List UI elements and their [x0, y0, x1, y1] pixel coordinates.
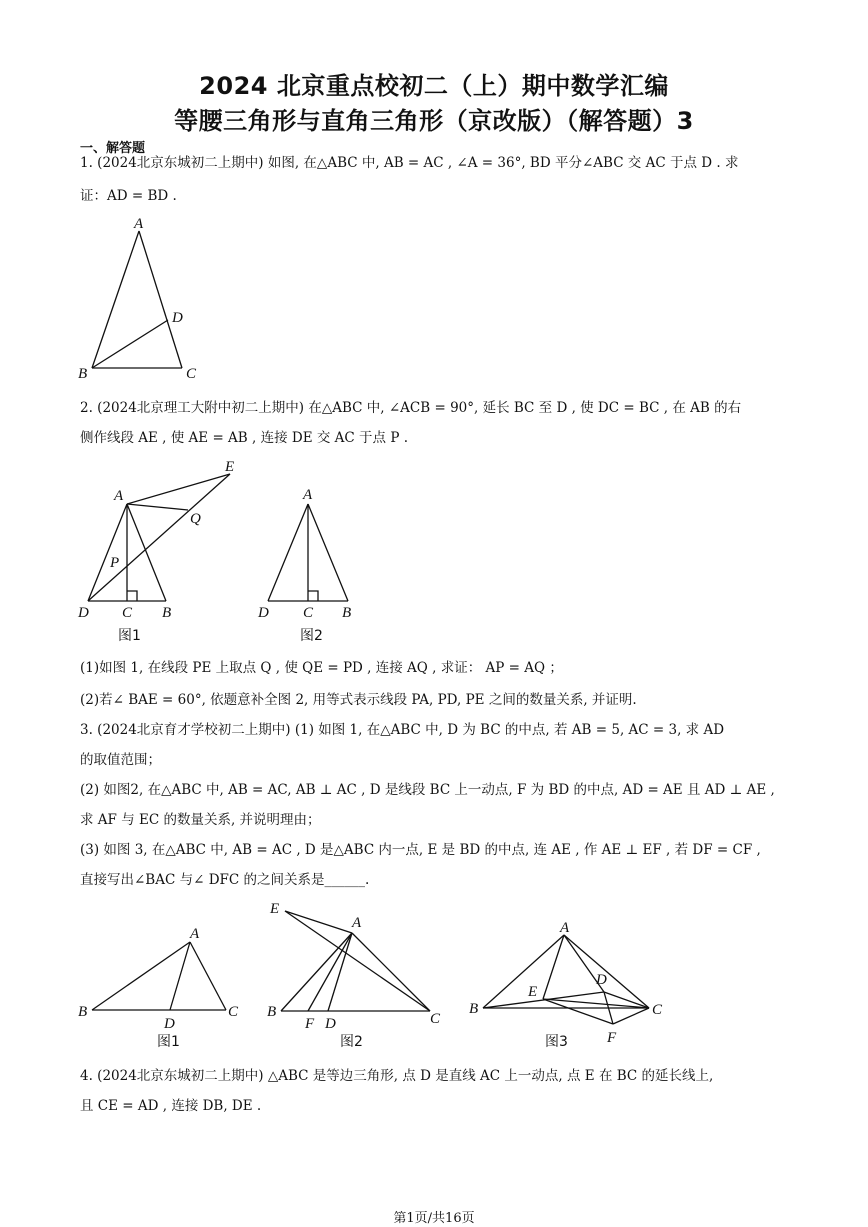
q3f3-bd: [483, 992, 604, 1008]
q2-line-2: 侧作线段 AE , 使 AE = AB , 连接 DE 交 AC 于点 P .: [80, 430, 408, 446]
q2f1-label-d: D: [78, 605, 89, 621]
q2-figure-1: [76, 455, 246, 647]
q3-fig2-caption: 图2: [340, 1034, 363, 1050]
q3f3-label-e: E: [528, 984, 538, 1000]
q2f1-ae: [127, 474, 230, 504]
q3f2-label-f: F: [305, 1016, 315, 1032]
q4-line-1: 4. (2024北京东城初二上期中) △ABC 是等边三角形, 点 D 是直线 AC 上一动点, 点 E 在 BC 的延长线上,: [80, 1068, 714, 1084]
q3-figure-1: [76, 920, 246, 1055]
q2f1-label-c: C: [122, 605, 133, 621]
q3f3-ef: [543, 999, 613, 1024]
q1-label-c: C: [186, 366, 197, 382]
q2-part-2: (2)若∠ BAE = 60°, 依题意补全图 2, 用等式表示线段 PA, PD, PE 之间的数量关系, 并证明.: [80, 692, 637, 708]
q2-figure-2: [256, 480, 366, 647]
q2f2-label-a: A: [303, 487, 313, 503]
q3f2-label-e: E: [270, 901, 280, 917]
q3f1-ab: [92, 942, 190, 1010]
title-line-2: 等腰三角形与直角三角形（京改版）（解答题）3: [174, 107, 694, 135]
q3-line-3: (2) 如图2, 在△ABC 中, AB = AC, AB ⊥ AC , D 是线段 BC 上一动点, F 为 BD 的中点, AD = AE 且 AD ⊥ AE ,: [80, 782, 775, 798]
q2f1-label-e: E: [225, 459, 235, 475]
q3f2-ac: [352, 933, 430, 1011]
q2f1-label-a: A: [114, 488, 124, 504]
q1-label-d: D: [172, 310, 183, 326]
q1-label-a: A: [134, 216, 144, 232]
q2f1-right-angle: [127, 591, 137, 601]
q2f1-label-p: P: [110, 555, 120, 571]
q2f1-aq: [127, 504, 188, 510]
q3f2-af: [308, 933, 352, 1011]
title-line-1: 2024 北京重点校初二（上）期中数学汇编: [199, 72, 669, 100]
q3-line-6: 直接写出∠BAC 与∠ DFC 的之间关系是______.: [80, 872, 370, 888]
q3f1-label-c: C: [228, 1004, 239, 1020]
q3-line-2: 的取值范围；: [80, 752, 161, 768]
q3f2-label-c: C: [430, 1011, 441, 1027]
q3f2-label-d: D: [325, 1016, 336, 1032]
q3f3-ec: [543, 999, 649, 1008]
q2-fig1-caption: 图1: [118, 628, 141, 644]
q2f1-label-q: Q: [190, 511, 201, 527]
q3f3-label-b: B: [469, 1001, 479, 1017]
q1-edge-bd: [92, 320, 168, 368]
q1-figure: [76, 212, 206, 387]
q3-fig1-caption: 图1: [157, 1034, 180, 1050]
q3-fig3-caption: 图3: [545, 1034, 568, 1050]
q2-part-1: (1)如图 1, 在线段 PE 上取点 Q , 使 QE = PD , 连接 AQ , 求证： AP = AQ ；: [80, 660, 563, 676]
section-heading: 一、解答题: [80, 141, 146, 156]
q3f3-label-f: F: [607, 1030, 617, 1046]
q2f1-ab: [127, 504, 166, 601]
q2f2-label-d: D: [258, 605, 269, 621]
q3f2-ad: [328, 933, 352, 1011]
q1-label-b: B: [78, 366, 88, 382]
q1-line-2: 证：AD = BD .: [80, 188, 177, 204]
q3-figure-3: [466, 918, 671, 1055]
q2f2-right-angle: [308, 591, 318, 601]
q2f2-label-b: B: [342, 605, 352, 621]
q3f1-label-d: D: [164, 1016, 175, 1032]
q3f2-ab: [281, 933, 352, 1011]
q3-line-1: 3. (2024北京育才学校初二上期中) (1) 如图 1, 在△ABC 中, D 为 BC 的中点, 若 AB = 5, AC = 3, 求 AD: [80, 722, 725, 738]
q1-edge-ab: [92, 231, 139, 368]
q2f2-ad: [268, 504, 308, 601]
q3f2-label-b: B: [267, 1004, 277, 1020]
q2-fig2-caption: 图2: [300, 628, 323, 644]
q3f3-fc: [613, 1008, 649, 1024]
q2-line-1: 2. (2024北京理工大附中初二上期中) 在△ABC 中, ∠ACB = 90°, 延长 BC 至 D , 使 DC = BC , 在 AB 的右: [80, 400, 742, 416]
q1-edge-ac: [139, 231, 182, 368]
q2f1-label-b: B: [162, 605, 172, 621]
q3f2-ae: [285, 911, 352, 933]
q3-line-4: 求 AF 与 EC 的数量关系, 并说明理由；: [80, 812, 321, 828]
q3f1-label-b: B: [78, 1004, 88, 1020]
q2f2-label-c: C: [303, 605, 314, 621]
page-footer: 第1页/共16页: [393, 1211, 475, 1226]
q3f3-label-d: D: [596, 972, 607, 988]
q3-figure-2: [264, 898, 454, 1055]
q3f3-label-c: C: [652, 1002, 663, 1018]
q4-line-2: 且 CE = AD , 连接 DB, DE .: [80, 1098, 262, 1114]
q3f3-label-a: A: [560, 920, 570, 936]
q3-line-5: (3) 如图 3, 在△ABC 中, AB = AC , D 是△ABC 内一点, E 是 BD 的中点, 连 AE , 作 AE ⊥ EF , 若 DF = CF ,: [80, 842, 761, 858]
q3f2-label-a: A: [352, 915, 362, 931]
q2f2-ab: [308, 504, 348, 601]
q1-line-1: 1. (2024北京东城初二上期中) 如图, 在△ABC 中, AB = AC , ∠A = 36°, BD 平分∠ABC 交 AC 于点 D . 求: [80, 155, 739, 171]
q2f1-ad: [88, 504, 127, 601]
q3f1-ad: [170, 942, 190, 1010]
q3f1-ac: [190, 942, 226, 1010]
q3f1-label-a: A: [190, 926, 200, 942]
